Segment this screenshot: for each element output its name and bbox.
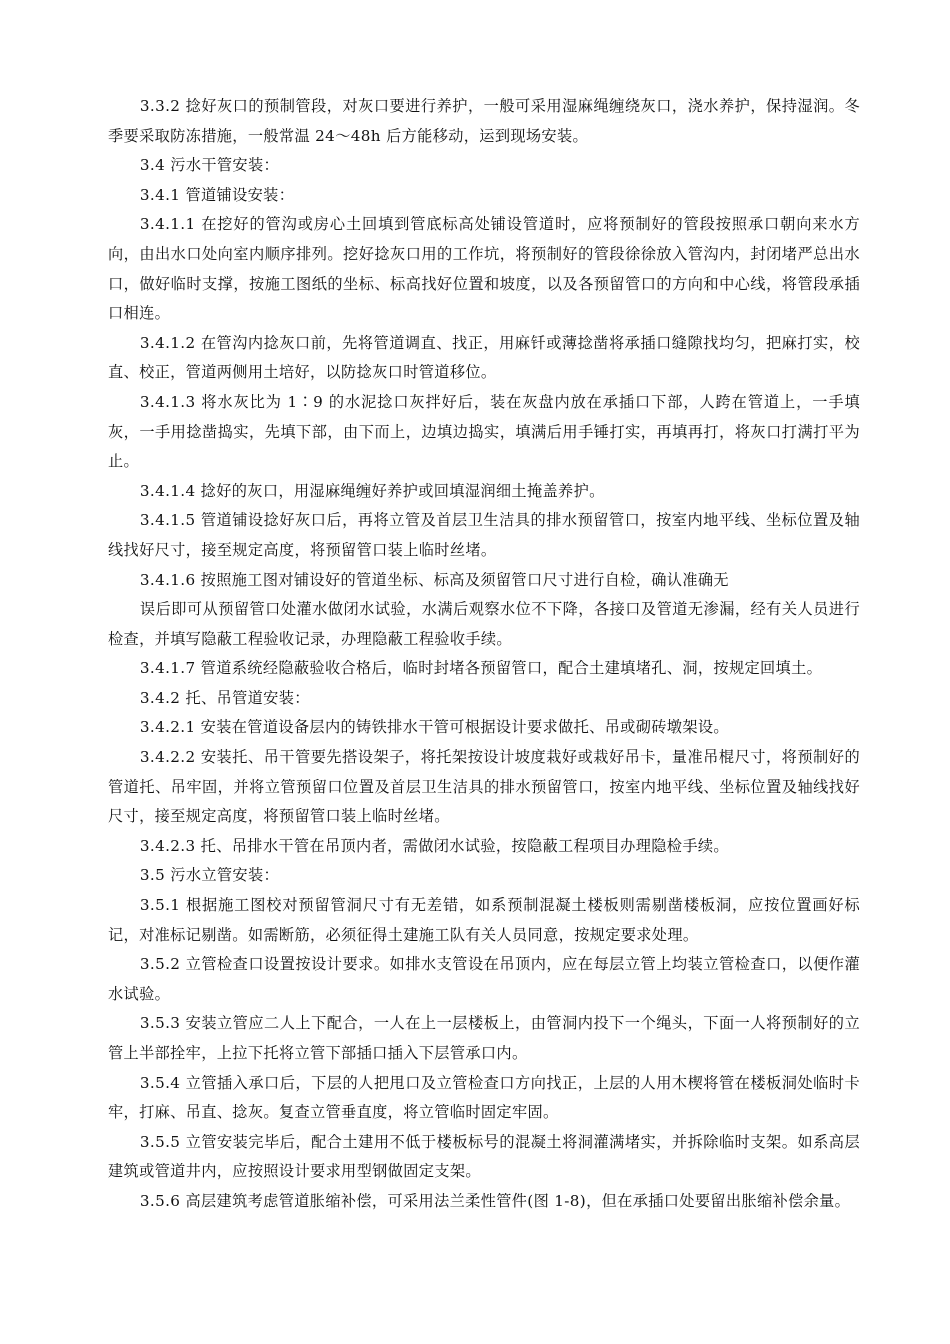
paragraph-3-4-2-3: 3.4.2.3 托、吊排水干管在吊顶内者，需做闭水试验，按隐蔽工程项目办理隐检手续。	[139, 836, 729, 855]
paragraph-3-3-2: 3.3.2 捻好灰口的预制管段，对灰口要进行养护，一般可采用湿麻绳缠绕灰口，浇水养护，保持湿润。冬季要采取防冻措施，一般常温 24～48h 后方能移动，运到现场安装。	[108, 97, 860, 145]
paragraph-3-4-1-3: 3.4.1.3 将水灰比为 1∶9 的水泥捻口灰拌好后，装在灰盘内放在承插口下部，人跨在管道上，一手填灰，一手用捻凿捣实，先填下部，由下而上，边填边捣实，填满后用手锤打实，再填再打，将灰口打满打平为止。	[108, 392, 860, 471]
heading-3-5: 3.5 污水立管安装：	[139, 866, 280, 885]
paragraph-3-4-1-5: 3.4.1.5 管道铺设捻好灰口后，再将立管及首层卫生洁具的排水预留管口，按室内地平线、坐标位置及轴线找好尺寸，接至规定高度，将预留管口装上临时丝堵。	[108, 511, 860, 559]
heading-3-4-2: 3.4.2 托、吊管道安装：	[139, 688, 310, 707]
document-page	[108, 92, 860, 1217]
paragraph-3-4-1-4: 3.4.1.4 捻好的灰口，用湿麻绳缠好养护或回填湿润细土掩盖养护。	[139, 481, 605, 500]
paragraph-3-5-3: 3.5.3 安装立管应二人上下配合，一人在上一层楼板上，由管洞内投下一个绳头，下面一人将预制好的立管上半部拴牢，上拉下托将立管下部插口插入下层管承口内。	[108, 1014, 860, 1062]
paragraph-3-4-1-6-continued: 误后即可从预留管口处灌水做闭水试验，水满后观察水位不下降，各接口及管道无渗漏，经有关人员进行检查，并填写隐蔽工程验收记录，办理隐蔽工程验收手续。	[108, 600, 860, 648]
paragraph-3-5-6: 3.5.6 高层建筑考虑管道胀缩补偿，可采用法兰柔性管件(图 1-8)，但在承插口处要留出胀缩补偿余量。	[139, 1191, 851, 1210]
paragraph-3-5-5: 3.5.5 立管安装完毕后，配合土建用不低于楼板标号的混凝土将洞灌满堵实，并拆除临时支架。如系高层建筑或管道井内，应按照设计要求用型钢做固定支架。	[108, 1132, 860, 1181]
paragraph-3-4-1-2: 3.4.1.2 在管沟内捻灰口前，先将管道调直、找正，用麻钎或薄捻凿将承插口缝隙找均匀，把麻打实，校直、校正，管道两侧用土培好，以防捻灰口时管道移位。	[108, 333, 860, 382]
paragraph-3-4-1-6: 3.4.1.6 按照施工图对铺设好的管道坐标、标高及须留管口尺寸进行自检，确认准确无	[139, 570, 729, 589]
paragraph-3-4-2-1: 3.4.2.1 安装在管道设备层内的铸铁排水干管可根据设计要求做托、吊或砌砖墩架设。	[139, 718, 729, 737]
heading-3-4: 3.4 污水干管安装：	[139, 156, 280, 175]
paragraph-3-5-1: 3.5.1 根据施工图校对预留管洞尺寸有无差错，如系预制混凝土楼板则需剔凿楼板洞，应按位置画好标记，对准标记剔凿。如需断筋，必须征得土建施工队有关人员同意，按规定要求处理。	[108, 896, 860, 944]
paragraph-3-4-1-7: 3.4.1.7 管道系统经隐蔽验收合格后，临时封堵各预留管口，配合土建填堵孔、洞，按规定回填土。	[139, 659, 823, 678]
paragraph-3-4-1-1: 3.4.1.1 在挖好的管沟或房心土回填到管底标高处铺设管道时，应将预制好的管段按照承口朝向来水方向，由出水口处向室内顺序排列。挖好捻灰口用的工作坑，将预制好的管段徐徐放入管沟内，封闭堵严总出水口，做好临时支撑，按施工图纸的坐标、标高找好位置和坡度，以及各预留管口的方向和中心线，将管段承插口相连。	[108, 215, 860, 323]
paragraph-3-4-2-2: 3.4.2.2 安装托、吊干管要先搭设架子，将托架按设计坡度栽好或栽好吊卡，量准吊棍尺寸，将预制好的管道托、吊牢固，并将立管预留口位置及首层卫生洁具的排水预留管口，按室内地平线、坐标位置及轴线找好尺寸，接至规定高度，将预留管口装上临时丝堵。	[108, 748, 860, 826]
paragraph-3-5-4: 3.5.4 立管插入承口后，下层的人把甩口及立管检查口方向找正，上层的人用木楔将管在楼板洞处临时卡牢，打麻、吊直、捻灰。复查立管垂直度，将立管临时固定牢固。	[108, 1073, 860, 1122]
paragraph-3-5-2: 3.5.2 立管检查口设置按设计要求。如排水支管设在吊顶内，应在每层立管上均装立管检查口，以便作灌水试验。	[108, 955, 860, 1003]
heading-3-4-1: 3.4.1 管道铺设安装：	[139, 185, 295, 204]
